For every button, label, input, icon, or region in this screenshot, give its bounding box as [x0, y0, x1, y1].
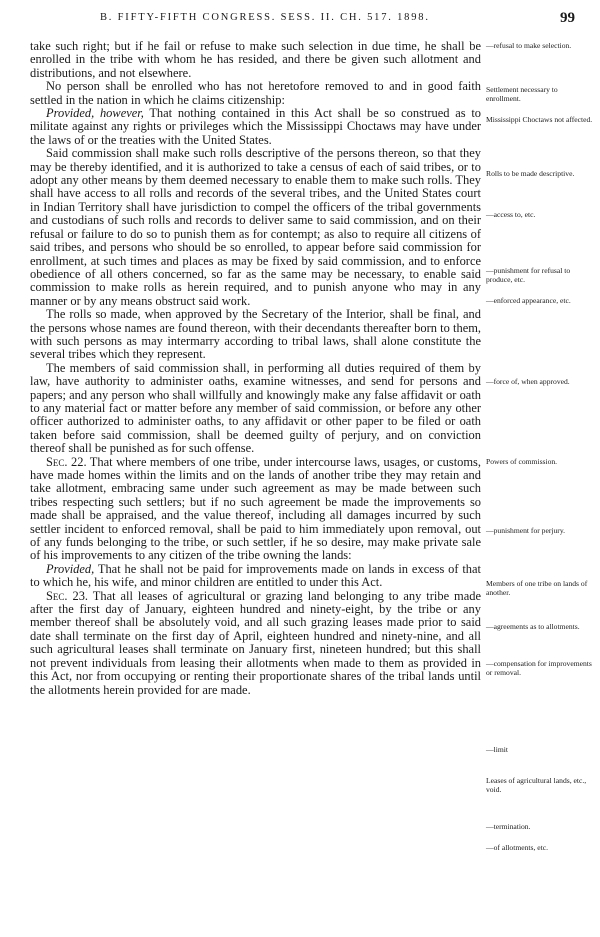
section-22-label: Sec. 22. [46, 454, 87, 469]
paragraph-commission-powers: The members of said commission shall, in performing all duties required of them by law, have authority to administer oaths, examine witnesses, and send for persons and papers; and any person who shall willfully and knowingly make any false affidavit or oath to any material fact or matter before any member of said commission, or before any other officer authorized to administer oaths, to any affidavit or other paper to be filed or oath taken before said commission, shall be deemed guilty of perjury, and on conviction thereof shall be punished as for such offense. [30, 360, 481, 456]
section-23-text: That all leases of agricultural or grazing land belonging to any tribe made after the first day of January, eighteen hundred and ninety-eight, by the tribe or any member thereof shall be absolutely void, and all such grazing leases made prior to said date shall terminate on the first day of April, eighteen hundred and ninety-nine, and all such agricultural leases shall terminate on January first, nineteen hundred; but this shall not prevent individuals from leasing their allotments when made to them as provided in this Act, nor from occupying or renting their proportionate shares of the tribal lands until the allotments herein provided for are made. [30, 588, 481, 697]
page-number: 99 [560, 10, 575, 26]
paragraph-settlement: No person shall be enrolled who has not heretofore removed to and in good faith settled in the nation in which he claims citizenship: [30, 79, 481, 107]
paragraph-proviso-improvements [30, 563, 481, 590]
section-22-text: That where members of one tribe, under intercourse laws, usages, or customs, have made homes within the limits and on the lands of another tribe they may retain and take allotment, embracing same under such agreement as may be made between such tribes respecting such settlers; but if no such agreement be made the improvements so made shall be appraised, and the value thereof, including all damages incurred by such settler incident to enforced removal, shall be paid to him immediately upon removal, out of any funds belonging to the tribe, or such settler, if he so desire, may make private sale of his improvements to any citizen of the tribe owning the lands: [30, 454, 482, 563]
margin-note: Settlement necessary to enrollment. [486, 85, 558, 103]
margin-note: Powers of commission. [486, 457, 558, 466]
proviso-text: That nothing contained in this Act shall be so construed as to militate against any rights or privileges which the Mississippi Choctaws may have under the laws of or the treaties with the United States. [30, 106, 481, 147]
section-23-label: Sec. 23. [46, 588, 89, 603]
paragraph-mississippi-choctaws [30, 107, 481, 147]
margin-note: —compensation for improvements or removal. [486, 659, 592, 677]
margin-note: —punishment for perjury. [486, 526, 566, 535]
margin-note: —termination. [486, 822, 531, 831]
running-header-title: B. FIFTY-FIFTH CONGRESS. SESS. II. CH. 517. 1898. [100, 12, 430, 23]
margin-note: —of allotments, etc. [486, 843, 548, 852]
proviso-text: That he shall not be paid for improvements made on lands in excess of that to which he, his wife, and minor children are entitled to under this Act. [30, 561, 481, 590]
margin-note: —limit [486, 745, 508, 754]
proviso-lead: Provided, [46, 561, 95, 576]
body-text [30, 40, 481, 697]
paragraph-section-23 [30, 590, 481, 697]
margin-note: Leases of agricultural lands, etc., void. [486, 776, 587, 794]
paragraph-section-22 [30, 456, 481, 563]
running-header [0, 10, 600, 30]
margin-note: —access to, etc. [486, 210, 536, 219]
margin-note: —refusal to make selection. [486, 41, 572, 50]
margin-note: —punishment for refusal to produce, etc. [486, 266, 571, 284]
proviso-lead: Provided, however, [46, 106, 144, 121]
paragraph-rolls-final: The rolls so made, when approved by the Secretary of the Interior, shall be final, and the persons whose names are found thereon, with their decendants thereafter born to them, with such persons as may intermarry according to tribal laws, shall alone constitute the several tribes which they represent. [30, 307, 481, 362]
margin-note: Mississippi Choctaws not affected. [486, 115, 593, 124]
margin-note: Members of one tribe on lands of another. [486, 579, 588, 597]
margin-note: —agreements as to allotments. [486, 622, 580, 631]
paragraph-rolls: Said commission shall make such rolls descriptive of the persons thereon, so that they may be thereby identified, and it is authorized to take a census of each of said tribes, or to adopt any other means by them deemed necessary to enable them to make such rolls. They shall have access to all rolls and records of the several tribes, and the United States court in Indian Territory shall have jurisdiction to compel the officers of the tribal governments and custodians of such rolls and records to deliver same to said commission, and on their refusal or failure to do so to punish them as for contempt; as also to require all citizens of said tribes, and persons who should be so enrolled, to appear before said commission for enrollment, at such times and places as may be fixed by said commission, and to enforce obedience of all others concerned, so far as the same may be necessary, to enable said commission to make rolls as herein required, and to punish anyone who may in any manner or by any means obstruct said work. [30, 146, 481, 308]
margin-note: —enforced appearance, etc. [486, 296, 571, 305]
margin-note: Rolls to be made descriptive. [486, 169, 575, 178]
margin-note: —force of, when approved. [486, 377, 570, 386]
paragraph-refusal: take such right; but if he fail or refuse to make such selection in due time, he shall be enrolled in the tribe with whom he has resided, and there be given such allotment and distributions, and not elsewhere. [30, 39, 481, 80]
